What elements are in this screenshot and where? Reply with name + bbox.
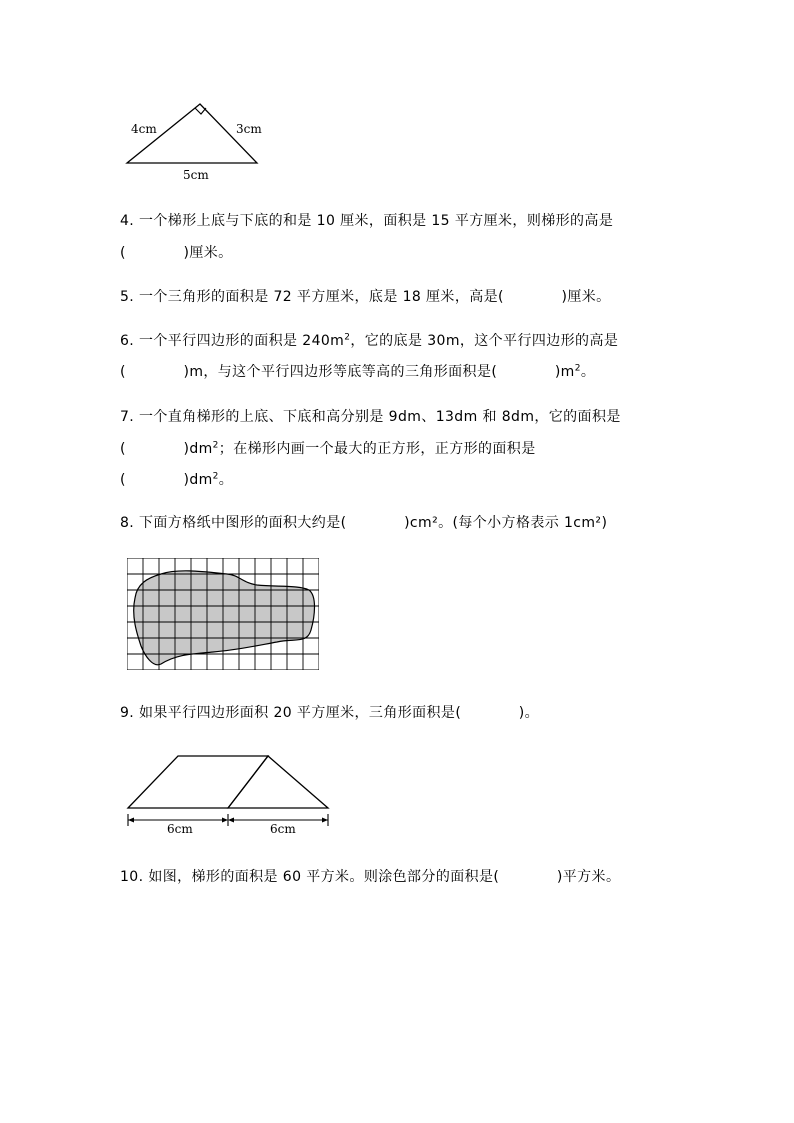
superscript: 2 xyxy=(212,440,219,451)
triangle-side-label-left: 4cm xyxy=(131,122,157,136)
question-5-line-1: 5. 一个三角形的面积是 72 平方厘米，底是 18 厘米，高是( )厘米。 xyxy=(120,289,611,305)
question-7-text-d: 。 xyxy=(218,472,234,488)
question-7-text-a: ( )dm xyxy=(120,441,213,457)
question-6-text-d: 。 xyxy=(580,364,596,380)
question-6-line-1 xyxy=(120,330,618,350)
question-7-text-c: ( )dm xyxy=(120,472,213,488)
question-9-line-1: 9. 如果平行四边形面积 20 平方厘米，三角形面积是( )。 xyxy=(120,705,540,721)
question-7-line-2 xyxy=(120,438,536,458)
question-6-text-c: ( )m，与这个平行四边形等底等高的三角形面积是( )m xyxy=(120,364,575,380)
question-10-line-1: 10. 如图，梯形的面积是 60 平方米。则涂色部分的面积是( )平方米。 xyxy=(120,869,621,885)
question-6-line-2 xyxy=(120,361,595,381)
question-7-line-3 xyxy=(120,469,233,489)
superscript: 2 xyxy=(344,332,351,343)
triangle-base-label: 5cm xyxy=(183,168,209,182)
question-4-line-2: ( )厘米。 xyxy=(120,245,233,261)
superscript: 2 xyxy=(574,363,581,374)
question-4-line-1: 4. 一个梯形上底与下底的和是 10 厘米，面积是 15 平方厘米，则梯形的高是 xyxy=(120,213,614,229)
triangle-side-label-right: 3cm xyxy=(236,122,262,136)
left-base-label: 6cm xyxy=(167,822,193,836)
right-base-label: 6cm xyxy=(270,822,296,836)
superscript: 2 xyxy=(212,471,219,482)
grid-shape-figure xyxy=(127,558,319,670)
question-8-line-1: 8. 下面方格纸中图形的面积大约是( )cm²。(每个小方格表示 1cm²) xyxy=(120,515,608,531)
question-6-text-b: ，它的底是 30m，这个平行四边形的高是 xyxy=(350,333,619,349)
parallelogram-triangle-figure xyxy=(120,748,340,838)
question-7-text-b: ；在梯形内画一个最大的正方形，正方形的面积是 xyxy=(218,441,536,457)
question-6-text-a: 6. 一个平行四边形的面积是 240m xyxy=(120,333,345,349)
question-7-line-1: 7. 一个直角梯形的上底、下底和高分别是 9dm、13dm 和 8dm，它的面积是 xyxy=(120,409,621,425)
